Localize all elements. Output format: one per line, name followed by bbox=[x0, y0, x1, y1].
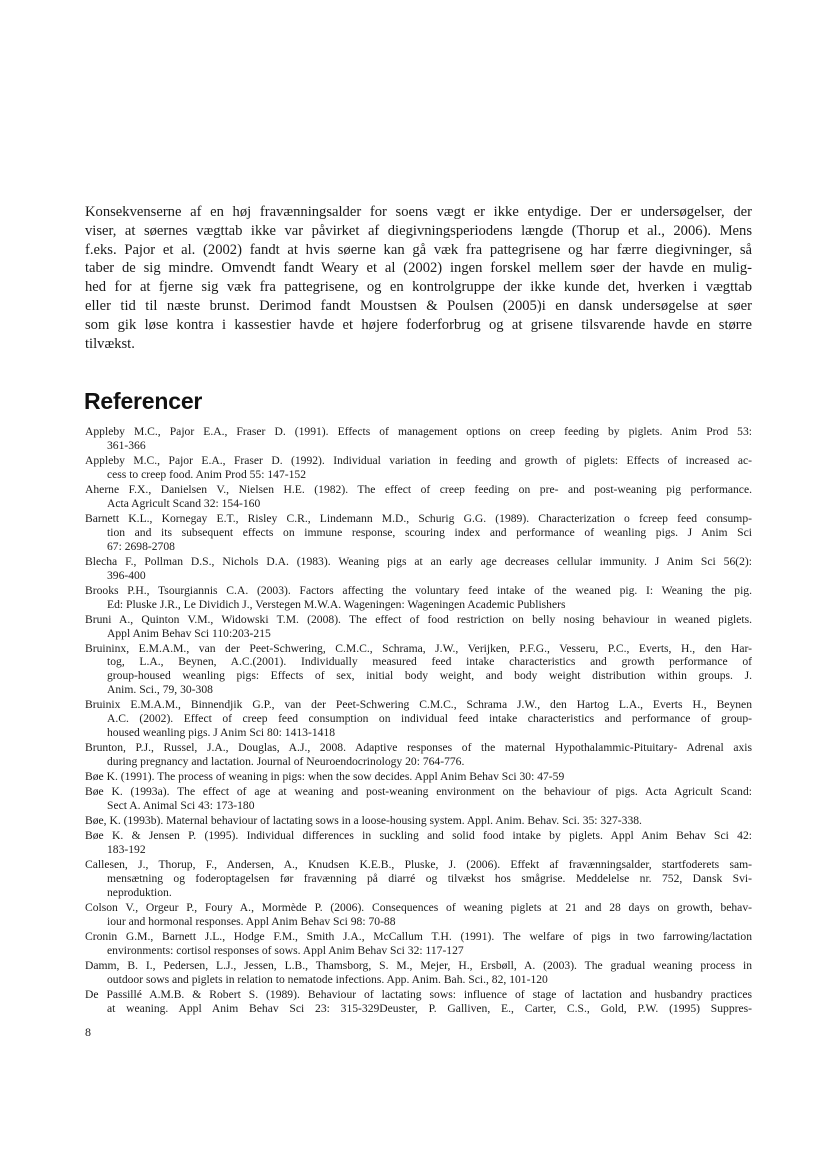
reference-line: Aherne F.X., Danielsen V., Nielsen H.E. (1982). The effect of creep feeding on pre- and post-weaning pig performance. bbox=[85, 482, 752, 496]
paragraph-line: Konsekvenserne af en høj fravænningsalder for soens vægt er ikke entydige. Der er undersøgelser, der bbox=[85, 204, 752, 220]
reference-entry bbox=[85, 829, 752, 857]
reference-entry bbox=[85, 785, 752, 813]
paragraph-line: eller tid til næste brunst. Derimod fandt Moustsen & Poulsen (2005)i en dansk undersøgelse at søer bbox=[85, 297, 752, 314]
paragraph-line: taber de sig mindre. Omvendt fandt Weary et al (2002) ingen forskel mellem søer der havde en mulig- bbox=[85, 260, 752, 277]
reference-line: environments: cortisol responses of sows. Appl Anim Behav Sci 32: 117-127 bbox=[107, 943, 464, 957]
reference-line: Appl Anim Behav Sci 110:203-215 bbox=[107, 626, 271, 640]
reference-line: mensætning og foderoptagelsen før fravænning på diarré og tilvækst hos smågrise. Meddelelse nr. 752, Dansk Svi- bbox=[107, 872, 752, 886]
reference-line: outdoor sows and piglets in relation to nematode infections. App. Anim. Bah. Sci., 82, 101-120 bbox=[107, 972, 548, 986]
reference-entry bbox=[85, 483, 752, 511]
paragraph-line: viser, at søernes vægttab ikke var påvirket af diegivningsperiodens længde (Thorup et al., 2006). Mens bbox=[85, 222, 752, 239]
reference-line: Bruininx, E.M.A.M., van der Peet-Schwering, C.M.C., Schrama, J.W., Verijken, P.F.G., Vesseru, P.C., Everts, H., den Har- bbox=[85, 641, 752, 655]
reference-entry bbox=[85, 555, 752, 583]
reference-line: Bøe, K. (1993b). Maternal behaviour of lactating sows in a loose-housing system. Appl. Anim. Behav. Sci. 35: 327-338. bbox=[85, 814, 642, 828]
reference-line: group-housed weanling pigs: Effects of sex, initial body weight, and body weight distribution within groups. J. bbox=[107, 669, 752, 683]
reference-line: Callesen, J., Thorup, F., Andersen, A., Knudsen K.E.B., Pluske, J. (2006). Effekt af fravænningsalder, startfoderets sam- bbox=[85, 858, 752, 872]
reference-line: Damm, B. I., Pedersen, L.J., Jessen, L.B., Thamsborg, S. M., Mejer, H., Ersbøll, A. (2003). The gradual weaning process in bbox=[85, 959, 752, 973]
reference-line: 67: 2698-2708 bbox=[107, 539, 175, 553]
reference-entry bbox=[85, 741, 752, 769]
reference-entry bbox=[85, 988, 752, 1016]
reference-line: 183-192 bbox=[107, 843, 146, 857]
reference-line: Ed: Pluske J.R., Le Dividich J., Verstegen M.W.A. Wageningen: Wageningen Academic Publishers bbox=[107, 597, 566, 611]
reference-line: iour and hormonal responses. Appl Anim Behav Sci 98: 70-88 bbox=[107, 914, 396, 928]
reference-list bbox=[85, 425, 752, 1017]
page-number: 8 bbox=[85, 1025, 91, 1039]
reference-line: Appleby M.C., Pajor E.A., Fraser D. (1991). Effects of management options on creep feeding by piglets. Anim Prod 53: bbox=[85, 425, 752, 438]
reference-entry bbox=[85, 613, 752, 641]
body-paragraph bbox=[85, 203, 752, 353]
reference-entry bbox=[85, 858, 752, 899]
reference-line: at weaning. Appl Anim Behav Sci 23: 315-329Deuster, P. Galliven, E., Carter, C.S., Gold, P.W. (1995) Suppres- bbox=[107, 1001, 752, 1015]
reference-line: Bruni A., Quinton V.M., Widowski T.M. (2008). The effect of food restriction on belly nosing behaviour in weaned piglets. bbox=[85, 612, 752, 626]
reference-line: tog, L.A., Beynen, A.C.(2001). Individually measured feed intake characteristics and growth performance of bbox=[107, 655, 752, 669]
reference-line: 361-366 bbox=[107, 438, 146, 452]
reference-line: Cronin G.M., Barnett J.L., Hodge F.M., Smith J.A., McCallum T.H. (1991). The welfare of pigs in two farrowing/lactation bbox=[85, 930, 752, 944]
reference-line: Appleby M.C., Pajor E.A., Fraser D. (1992). Individual variation in feeding and growth of piglets: Effects of increased ac- bbox=[85, 453, 752, 467]
reference-entry bbox=[85, 770, 752, 784]
reference-line: Blecha F., Pollman D.S., Nichols D.A. (1983). Weaning pigs at an early age decreases cellular immunity. J Anim Sci 56(2): bbox=[85, 554, 752, 568]
reference-line: A.C. (2002). Effect of creep feed consumption on individual feed intake characteristics and performance of group- bbox=[107, 712, 752, 726]
reference-line: Barnett K.L., Kornegay E.T., Risley C.R., Lindemann M.D., Schurig G.G. (1989). Characterization o fcreep feed consump- bbox=[85, 511, 752, 525]
reference-line: Anim. Sci., 79, 30-308 bbox=[107, 683, 213, 697]
reference-entry bbox=[85, 425, 752, 453]
reference-line: neproduktion. bbox=[107, 885, 172, 899]
section-heading-referencer: Referencer bbox=[84, 388, 203, 414]
reference-entry bbox=[85, 814, 752, 828]
reference-entry bbox=[85, 454, 752, 482]
reference-line: Colson V., Orgeur P., Foury A., Mormède P. (2006). Consequences of weaning piglets at 21 and 28 days on growth, behav- bbox=[85, 901, 752, 915]
reference-line: Brooks P.H., Tsourgiannis C.A. (2003). Factors affecting the voluntary feed intake of the weaned pig. I: Weaning the pig. bbox=[85, 583, 752, 597]
reference-line: housed weanling pigs. J Anim Sci 80: 1413-1418 bbox=[107, 725, 336, 739]
reference-line: tion and its subsequent effects on immune response, scouring index and performance of weanling pigs. J Anim Sci bbox=[107, 525, 752, 539]
reference-entry bbox=[85, 698, 752, 739]
reference-entry bbox=[85, 901, 752, 929]
reference-entry bbox=[85, 512, 752, 553]
paragraph-line: tilvækst. bbox=[85, 335, 135, 352]
paragraph-line: hed for at fjerne sig væk fra pattegrisene, og en kontrolgruppe der ikke kunde det, hverken i vægttab bbox=[85, 279, 752, 296]
reference-entry bbox=[85, 930, 752, 958]
reference-line: Bruinix E.M.A.M., Binnendjik G.P., van der Peet-Schwering C.M.C., Schrama J.W., den Hartog L.A., Everts H., Beynen bbox=[85, 698, 752, 712]
reference-line: cess to creep food. Anim Prod 55: 147-152 bbox=[107, 467, 306, 481]
reference-line: Acta Agricult Scand 32: 154-160 bbox=[107, 496, 261, 510]
reference-line: Bøe K. (1991). The process of weaning in pigs: when the sow decides. Appl Anim Behav Sci 30: 47-59 bbox=[85, 770, 565, 784]
reference-line: De Passillé A.M.B. & Robert S. (1989). Behaviour of lactating sows: influence of stage of lactation and husbandry practices bbox=[85, 988, 752, 1002]
reference-line: Brunton, P.J., Russel, J.A., Douglas, A.J., 2008. Adaptive responses of the maternal Hypothalammic-Pituitary- Adrenal axis bbox=[85, 741, 752, 755]
reference-line: 396-400 bbox=[107, 568, 146, 582]
reference-entry bbox=[85, 584, 752, 612]
reference-entry bbox=[85, 959, 752, 987]
paragraph-line: f.eks. Pajor et al. (2002) fandt at hvis søerne kan gå væk fra pattegrisene og har færre diegivninger, så bbox=[85, 241, 752, 258]
reference-line: during pregnancy and lactation. Journal of Neuroendocrinology 20: 764-776. bbox=[107, 754, 465, 768]
paragraph-line: som gik løse kontra i kassestier havde et højere foderforbrug og at grisene tilsvarende havde en større bbox=[85, 316, 752, 333]
reference-line: Bøe K. (1993a). The effect of age at weaning and post-weaning environment on the behaviour of pigs. Acta Agricult Scand: bbox=[85, 785, 752, 799]
reference-entry bbox=[85, 642, 752, 697]
reference-line: Sect A. Animal Sci 43: 173-180 bbox=[107, 799, 255, 813]
reference-line: Bøe K. & Jensen P. (1995). Individual differences in suckling and solid food intake by piglets. Appl Anim Behav Sci 42: bbox=[85, 829, 752, 843]
